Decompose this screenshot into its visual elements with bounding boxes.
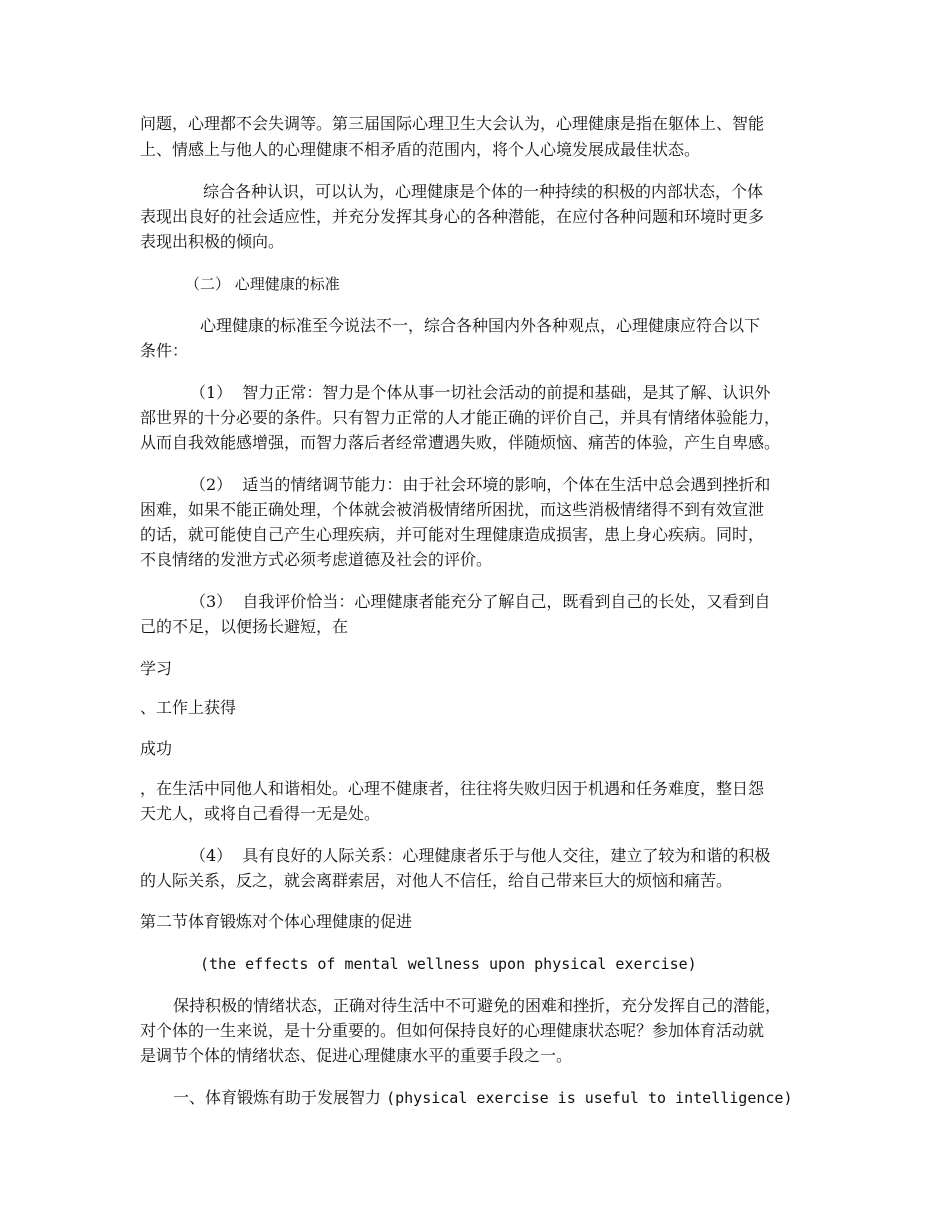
list-item-line: 从而自我效能感增强，而智力落后者经常遭遇失败，伴随烦恼、痛苦的体验，产生自卑感。 bbox=[140, 433, 781, 452]
paragraph-line: 对个体的一生来说，是十分重要的。但如何保持良好的心理健康状态呢？参加体育活动就 bbox=[140, 1021, 765, 1040]
list-item-line: （4） 具有良好的人际关系：心理健康者乐于与他人交往，建立了较为和谐的积极 bbox=[190, 846, 771, 865]
subsection-heading bbox=[173, 1088, 792, 1108]
paragraph-line: 心理健康的标准至今说法不一，综合各种国内外各种观点，心理健康应符合以下 bbox=[200, 316, 761, 335]
paragraph-line: 条件： bbox=[140, 341, 189, 360]
paragraph-line: 表现出良好的社会适应性，并充分发挥其身心的各种潜能，在应付各种问题和环境时更多 bbox=[140, 207, 765, 226]
paragraph-line: 表现出积极的倾向。 bbox=[140, 232, 285, 251]
text-fragment: 、工作上获得 bbox=[140, 698, 237, 717]
list-item-line: 部世界的十分必要的条件。只有智力正常的人才能正确的评价自己，并具有情绪体验能力， bbox=[140, 408, 781, 427]
subsection-heading-cn: 一、体育锻炼有助于发展智力 bbox=[173, 1088, 387, 1107]
paragraph-line: 是调节个体的情绪状态、促进心理健康水平的重要手段之一。 bbox=[140, 1046, 573, 1065]
list-item-line: （2） 适当的情绪调节能力：由于社会环境的影响，个体在生活中总会遇到挫折和 bbox=[190, 475, 771, 494]
text-fragment: 学习 bbox=[140, 659, 173, 678]
list-item-line: 己的不足，以便扬长避短，在 bbox=[140, 617, 349, 636]
section-title: 第二节体育锻炼对个体心理健康的促进 bbox=[140, 912, 413, 931]
list-item-line: 困难，如果不能正确处理，个体就会被消极情绪所困扰，而这些消极情绪得不到有效宣泄 bbox=[140, 500, 765, 519]
list-item-line: （1） 智力正常：智力是个体从事一切社会活动的前提和基础，是其了解、认识外 bbox=[190, 383, 771, 402]
subsection-heading-en: (physical exercise is useful to intelligence) bbox=[386, 1089, 793, 1107]
text-fragment: 成功 bbox=[140, 739, 173, 758]
list-item-line: 不良情绪的发泄方式必须考虑道德及社会的评价。 bbox=[140, 550, 493, 569]
section-subtitle: (the effects of mental wellness upon physical exercise) bbox=[200, 955, 697, 973]
list-item-line: 的人际关系，反之，就会离群索居，对他人不信任，给自己带来巨大的烦恼和痛苦。 bbox=[140, 871, 733, 890]
paragraph-line: 上、情感上与他人的心理健康不相矛盾的范围内，将个人心境发展成最佳状态。 bbox=[140, 140, 701, 159]
paragraph-line: 问题，心理都不会失调等。第三届国际心理卫生大会认为，心理健康是指在躯体上、智能 bbox=[140, 114, 765, 133]
list-item-line: （3） 自我评价恰当：心理健康者能充分了解自己，既看到自己的长处，又看到自 bbox=[190, 592, 771, 611]
paragraph-line: 综合各种认识，可以认为，心理健康是个体的一种持续的积极的内部状态，个体 bbox=[203, 182, 764, 201]
paragraph-line: 天尤人，或将自己看得一无是处。 bbox=[140, 804, 381, 823]
paragraph-line: 保持积极的情绪状态，正确对待生活中不可避免的困难和挫折，充分发挥自己的潜能， bbox=[173, 996, 782, 1015]
paragraph-line: ，在生活中同他人和谐相处。心理不健康者，往往将失败归因于机遇和任务难度，整日怨 bbox=[140, 779, 765, 798]
section-heading-standard: （二） 心理健康的标准 bbox=[185, 275, 340, 293]
list-item-line: 的话，就可能使自己产生心理疾病，并可能对生理健康造成损害，患上身心疾病。同时， bbox=[140, 525, 765, 544]
